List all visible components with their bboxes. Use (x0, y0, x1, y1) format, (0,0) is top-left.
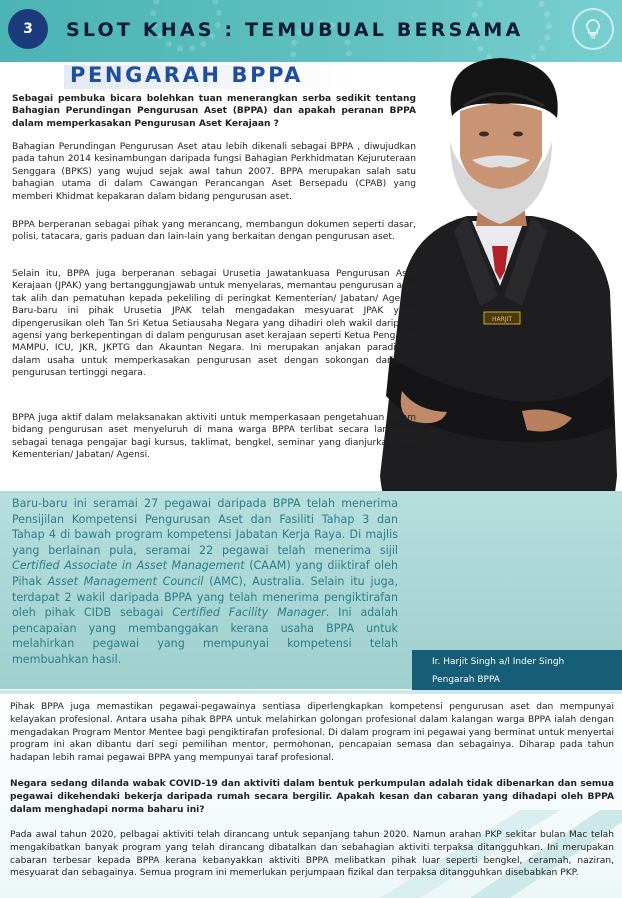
paragraph-3: Selain itu, BPPA juga berperanan sebagai Urusetia Jawatankuasa Pengurusan Aset Kerajaan (JPAK) yang bertanggungjawab untuk menyelaras, memantau pengurusan aset tak alih dan pematuhan kepada pekeliling di peringkat Kementerian/ Jabatan/ Agensi. Baru-baru ini pihak Urusetia JPAK telah mengadakan mesyuarat JPAK yang dipengerusikan oleh Tan Sri Ketua Setiausaha Negara yang dihadiri oleh wakil daripada agensi yang berkepentingan di dalam pengurusan aset kerajaan seperti Ketua Pengarah MAMPU, ICU, JKR, JKPTG dan Akauntan Negara. Ini merupakan anjakan paradigma dalam usaha untuk memperkasakan pengurusan aset dengan sokongan daripada pengurusan tertinggi negara. (12, 269, 416, 379)
paragraph-6: Pada awal tahun 2020, pelbagai aktiviti telah dirancang untuk sepanjang tahun 2020. Namun arahan PKP sekitar bulan Mac telah mengakibatkan banyak program yang telah dirancang dibatalkan dan sebahagian aktiviti terpaksa ditangguhkan. Ini merupakan cabaran terbesar kepada BPPA kerana kebanyakkan aktiviti BPPA melibatkan pihak luar seperti bengkel, ceramah, naziran, mesyuarat dan sebagainya. Semua program ini memerlukan perjumpaan fizikal dan terpaksa ditangguhkan disebabkan PKP. (10, 830, 614, 879)
paragraph-1: Bahagian Perundingan Pengurusan Aset atau lebih dikenali sebagai BPPA , diwujudkan pada tahun 2014 kesinambungan daripada fungsi Bahagian Perkhidmatan Kejuruteraan Senggara (BPKS) yang wujud sejak awal tahun 2007. BPPA merupakan salah satu bahagian utama di dalam Cawangan Perancangan Aset Bersepadu (CPAB) yang memberi Khidmat kepakaran dalam bidang pengurusan aset. (12, 142, 416, 202)
paragraph-2: BPPA berperanan sebagai pihak yang merancang, membangun dokumen seperti dasar, polisi, tatacara, garis paduan dan lain-lain yang berkaitan dengan pengurusan aset. (12, 220, 416, 243)
highlight-italic: Certified Associate in Asset Management (12, 559, 245, 573)
page-header (0, 0, 622, 62)
divider (0, 690, 622, 694)
article-title: PENGARAH BPPA (70, 63, 304, 87)
paragraph-4: BPPA juga aktif dalam melaksanakan aktiviti untuk memperkasaan pengetahuan dalam bidang pengurusan aset menyeluruh di mana warga BPPA terlibat secara langsung sebagai tenaga pengajar bagi kursus, taklimat, bengkel, seminar yang dianjurkan oleh Kementerian/ Jabatan/ Agensi. (12, 413, 416, 461)
caption-role: Pengarah BPPA (432, 675, 500, 685)
page-number-badge: 3 (8, 9, 48, 49)
question-1: Sebagai pembuka bicara bolehkan tuan menerangkan serba sedikit tentang Bahagian Perundingan Pengurusan Aset (BPPA) dan apakah peranan BPPA dalam memperkasakan Pengurusan Aset Kerajaan ? (12, 94, 416, 129)
highlight-italic: Asset Management Council (47, 574, 204, 588)
section-title: SLOT KHAS : TEMUBUAL BERSAMA (66, 19, 524, 41)
caption-name: Ir. Harjit Singh a/l Inder Singh (432, 657, 565, 667)
paragraph-5: Pihak BPPA juga memastikan pegawai-pegawainya sentiasa diperlengkapkan kompetensi pengurusan aset dan mempunyai kelayakan profesional. Antara usaha pihak BPPA untuk melahirkan golongan profesional dalam kalangan warga BPPA ialah dengan mengadakan Program Mentor Mentee bagi pengiktirafan profesional. Di dalam program ini pegawai yang berminat untuk menyertai program ini akan dibantu dari segi pemilihan mentor, permohonan, pencapaian semasa dan sebagainya. Diharap pada tahun hadapan lebih ramai pegawai BPPA yang mempunyai taraf profesional. (10, 702, 614, 764)
highlight-text: Baru-baru ini seramai 27 pegawai daripada BPPA telah menerima Pensijilan Kompetensi Pengurusan Aset dan Fasiliti Tahap 3 dan Tahap 4 di bawah program kompetensi Jabatan Kerja Raya. Di majlis yang berlainan pula, seramai 22 pegawai telah menerima sijil Certified Associate in Asset Management (CAAM) yang diiktiraf oleh Pihak Asset Management Council (AMC), Australia. Selain itu juga, terdapat 2 wakil daripada BPPA yang telah menerima pengiktirafan oleh pihak CIDB sebagai Certified Facility Manager. Ini adalah pencapaian yang membanggakan kerana usaha BPPA untuk melahirkan pegawai yang mempunyai kompetensi telah membuahkan hasil. (12, 497, 399, 666)
question-2: Negara sedang dilanda wabak COVID-19 dan aktiviti dalam bentuk perkumpulan adalah tidak dibenarkan dan semua pegawai dikehendaki bekerja daripada rumah secara bergilir. Apakah kesan dan cabaran yang dihadapi oleh BPPA dalam menghadapi norma baharu ini? (10, 779, 614, 815)
name-badge-text: HARJIT (492, 316, 512, 323)
highlight-italic: Certified Facility Manager (172, 606, 326, 620)
lightbulb-icon (572, 8, 614, 50)
